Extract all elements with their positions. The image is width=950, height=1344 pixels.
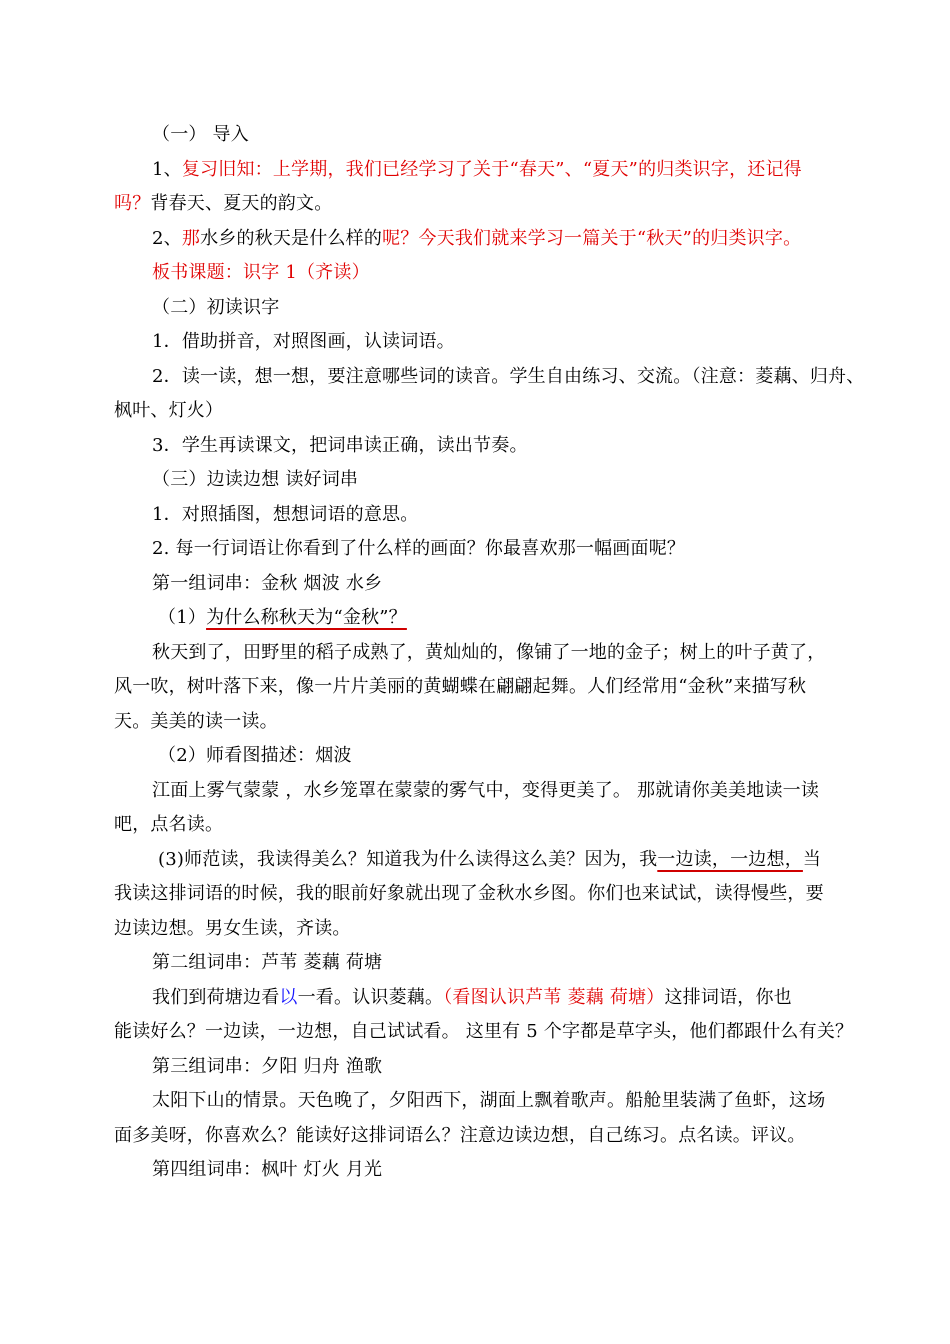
question-number: （1） xyxy=(158,607,207,628)
word-group-2: 第二组词串：芦苇 菱藕 荷塘 xyxy=(152,952,383,973)
text-black: 水乡的秋天是什么样的 xyxy=(200,227,383,249)
answer-2-line-2: 吧，点名读。 xyxy=(114,814,224,835)
text-black: 我们到荷塘边看 xyxy=(152,986,280,1008)
list-item: 1．借助拼音，对照图画，认读词语。 xyxy=(152,331,455,352)
question-1 xyxy=(114,601,844,636)
list-item-cont: 枫叶、灯火） xyxy=(114,400,224,421)
review-text-black: 背春天、夏天的韵文。 xyxy=(150,193,333,214)
list-item: 1．对照插图，想想词语的意思。 xyxy=(152,503,419,525)
group-3-paragraph: 太阳下山的情景。天色晚了，夕阳西下，湖面上飘着歌声。船舱里装满了鱼虾，这场 xyxy=(152,1090,826,1111)
section-heading-intro: （一） 导入 xyxy=(152,124,249,145)
paragraph-number: 1、 xyxy=(152,158,182,180)
question-1-underlined: 为什么称秋天为“金秋”？ xyxy=(206,607,407,628)
board-title: 板书课题：识字 1（齐读） xyxy=(152,262,370,283)
document-body xyxy=(114,118,865,1188)
question-2: （2）师看图描述：烟波 xyxy=(158,745,352,766)
answer-2-line-1: 江面上雾气蒙蒙 ，水乡笼罩在蒙蒙的雾气中，变得更美了。 那就请你美美地读一读 xyxy=(152,779,820,801)
word-group-3: 第三组词串：夕阳 归舟 渔歌 xyxy=(152,1055,383,1077)
question-3-text: (3)师范读，我读得美么？知道我为什么读得这么美？因为，我 xyxy=(158,848,658,870)
section-heading-first-reading: （二）初读识字 xyxy=(152,296,280,318)
answer-3-line-2: 我读这排词语的时候，我的眼前好象就出现了金秋水乡图。你们也来试试，读得慢些，要 xyxy=(114,883,824,904)
group-2-paragraph-cont: 能读好么？一边读，一边想，自己试试看。 这里有 5 个字都是草字头，他们都跟什么有关？ xyxy=(114,1021,854,1042)
paragraph-review-cont xyxy=(114,187,844,222)
group-2-paragraph xyxy=(114,981,844,1016)
section-heading-read-think: （三）边读边想 读好词串 xyxy=(152,469,359,490)
question-3 xyxy=(114,843,844,878)
text-black: 一看。认识菱藕。 xyxy=(297,986,444,1008)
review-text-red: 复习旧知：上学期，我们已经学习了关于“春天”、“夏天”的归类识字，还记得 xyxy=(181,158,802,180)
answer-1-line-3: 天。美美的读一读。 xyxy=(114,710,278,732)
list-item: 3．学生再读课文，把词串读正确，读出节奏。 xyxy=(152,434,528,456)
word-group-4: 第四组词串：枫叶 灯火 月光 xyxy=(152,1159,383,1180)
text-black: 这排词语，你也 xyxy=(664,986,792,1008)
list-item: 2. 每一行词语让你看到了什么样的画面？你最喜欢那一幅画面呢？ xyxy=(152,538,686,559)
group-3-paragraph-cont: 面多美呀，你喜欢么？能读好这排词语么？注意边读边想，自己练习。点名读。评议。 xyxy=(114,1124,806,1146)
answer-3-line-3: 边读边想。男女生读，齐读。 xyxy=(114,917,351,939)
review-text-red-cont: 吗？ xyxy=(114,193,151,214)
paragraph-number: 2、 xyxy=(152,227,182,249)
word-group-1: 第一组词串：金秋 烟波 水乡 xyxy=(152,572,383,594)
answer-1-line-2: 风一吹，树叶落下来，像一片片美丽的黄蝴蝶在翩翩起舞。人们经常用“金秋”来描写秋 xyxy=(114,676,807,697)
text-blue: 以 xyxy=(279,986,298,1008)
text-red: 呢？今天我们就来学习一篇关于“秋天”的归类识字。 xyxy=(382,227,802,249)
paragraph-review xyxy=(114,153,844,188)
answer-1-line-1: 秋天到了，田野里的稻子成熟了，黄灿灿的，像铺了一地的金子；树上的叶子黄了， xyxy=(152,641,826,663)
text-red: （看图认识芦苇 菱藕 荷塘） xyxy=(443,986,665,1008)
paragraph-autumn-question xyxy=(114,222,844,257)
question-3-underlined: 一边读，一边想， xyxy=(657,848,803,870)
text-red: 那 xyxy=(181,227,201,249)
list-item: 2．读一读，想一想，要注意哪些词的读音。学生自由练习、交流。（注意：菱藕、归舟、 xyxy=(152,365,865,387)
question-3-tail: 当 xyxy=(802,848,822,870)
